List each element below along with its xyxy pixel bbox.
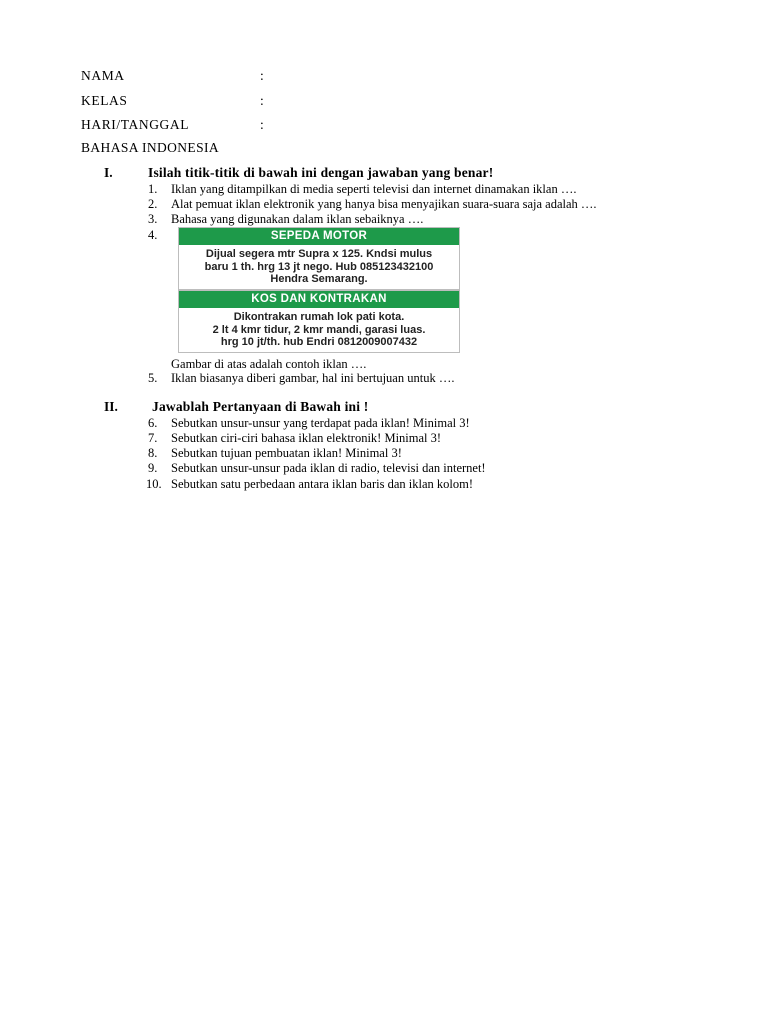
ad-line: 2 lt 4 kmr tidur, 2 kmr mandi, garasi luas. (212, 323, 426, 336)
ad-kos-kontrakan (178, 290, 460, 353)
section-2-number: II. (104, 399, 118, 414)
question-text: Iklan yang ditampilkan di media seperti televisi dan internet dinamakan iklan …. (171, 182, 577, 196)
nama-colon: : (260, 68, 264, 83)
hari-tanggal-colon: : (260, 117, 264, 132)
question-number: 10. (146, 477, 162, 491)
ad-line: hrg 10 jt/th. hub Endri 0812009007432 (220, 336, 418, 348)
ad-line: Hendra Semarang. (270, 273, 368, 285)
question-text: Sebutkan unsur-unsur pada iklan di radio, televisi dan internet! (171, 461, 486, 475)
question-number: 3. (148, 212, 158, 226)
question-number: 4. (148, 228, 158, 242)
section-1-number: I. (104, 165, 113, 180)
kelas-colon: : (260, 93, 264, 108)
ad-title: SEPEDA MOTOR (179, 228, 459, 245)
question-number: 1. (148, 182, 158, 196)
question-text: Sebutkan satu perbedaan antara iklan baris dan iklan kolom! (171, 477, 473, 491)
question-text: Bahasa yang digunakan dalam iklan sebaiknya …. (171, 212, 424, 226)
question-number: 7. (148, 431, 158, 445)
kelas-label: KELAS (81, 93, 128, 108)
ad-sepeda-motor (178, 227, 460, 290)
question-text: Sebutkan unsur-unsur yang terdapat pada iklan! Minimal 3! (171, 416, 470, 430)
question-number: 2. (148, 197, 158, 211)
section-2-title: Jawablah Pertanyaan di Bawah ini ! (152, 399, 369, 414)
hari-tanggal-label: HARI/TANGGAL (81, 117, 190, 132)
question-text: Sebutkan ciri-ciri bahasa iklan elektronik! Minimal 3! (171, 431, 442, 445)
ad-line: baru 1 th. hrg 13 jt nego. Hub 085123432100 (204, 260, 434, 273)
question-number: 6. (148, 416, 158, 430)
section-1-title: Isilah titik-titik di bawah ini dengan jawaban yang benar! (148, 165, 494, 180)
ad-body (179, 245, 459, 289)
question-number: 5. (148, 371, 158, 385)
question-number: 9. (148, 461, 158, 475)
nama-label: NAMA (81, 68, 125, 83)
ad-line: Dijual segera mtr Supra x 125. Kndsi mulus (205, 248, 433, 260)
question-number: 8. (148, 446, 158, 460)
ad-caption: Gambar di atas adalah contoh iklan …. (171, 357, 367, 371)
ad-title: KOS DAN KONTRAKAN (179, 291, 459, 308)
ad-line: Dikontrakan rumah lok pati kota. (233, 311, 405, 323)
subject-title: BAHASA INDONESIA (81, 140, 220, 155)
question-text: Iklan biasanya diberi gambar, hal ini bertujuan untuk …. (171, 371, 455, 385)
question-text: Sebutkan tujuan pembuatan iklan! Minimal 3! (171, 446, 402, 460)
question-text: Alat pemuat iklan elektronik yang hanya bisa menyajikan suara-suara saja adalah …. (171, 197, 597, 211)
ad-body (179, 308, 459, 352)
